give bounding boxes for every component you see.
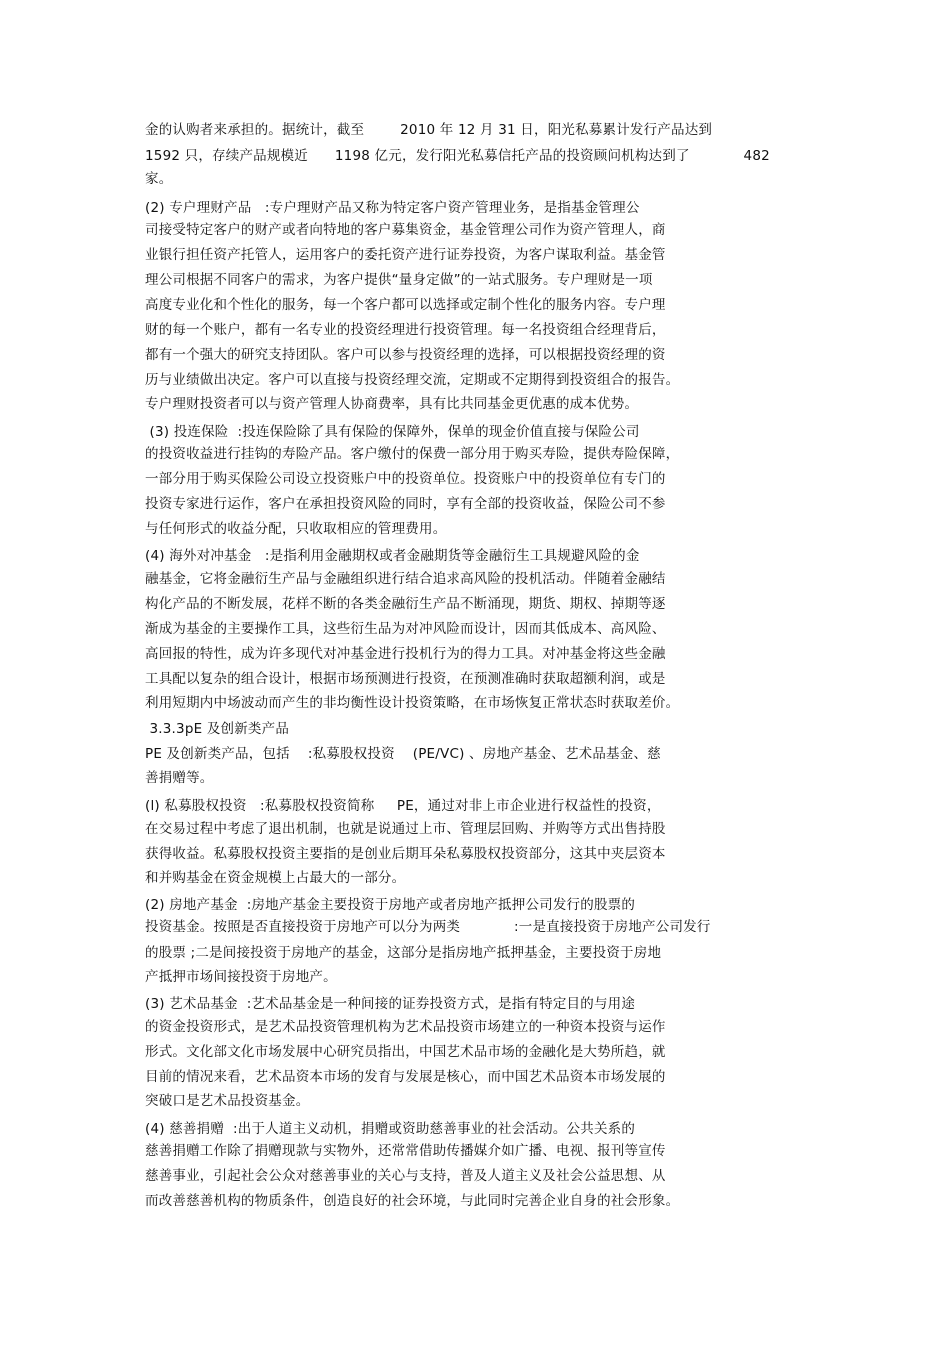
section-heading: 3.3.3pE 及创新类产品 [145,721,290,737]
text-line: 的资金投资形式，是艺术品投资管理机构为艺术品投资市场建立的一种资本投资与运作 [145,1019,666,1035]
text-line: 而改善慈善机构的物质条件，创造良好的社会环境，与此同时完善企业自身的社会形象。 [145,1193,680,1209]
text-line: 融基金，它将金融衍生产品与金融组织进行结合追求高风险的投机活动。伴随着金融结 [145,571,666,587]
text-line: 1592 只，存续产品规模近 1198 亿元，发行阳光私募信托产品的投资顾问机构达到了 482 [145,148,770,164]
text-line: 理公司根据不同客户的需求，为客户提供“量身定做”的一站式服务。专户理财是一项 [145,272,653,288]
text-line: 渐成为基金的主要操作工具，这些衍生品为对冲风险而设计，因而其低成本、高风险、 [145,621,666,637]
text-line: 善捐赠等。 [145,770,214,786]
text-line: 投资专家进行运作，客户在承担投资风险的同时，享有全部的投资收益，保险公司不参 [145,496,666,512]
text-line: (3) 艺术品基金 :艺术品基金是一种间接的证券投资方式，是指有特定目的与用途 [145,996,636,1012]
text-line: 与任何形式的收益分配，只收取相应的管理费用。 [145,521,447,537]
text-line: 司接受特定客户的财产或者向特地的客户募集资金，基金管理公司作为资产管理人，商 [145,222,666,238]
text-line: 历与业绩做出决定。客户可以直接与投资经理交流，定期或不定期得到投资组合的报告。 [145,372,680,388]
text-line: 财的每一个账户，都有一名专业的投资经理进行投资管理。每一名投资组合经理背后， [145,322,666,338]
text-line: (4) 慈善捐赠 :出于人道主义动机，捐赠或资助慈善事业的社会活动。公共关系的 [145,1121,636,1137]
text-line: (2) 专户理财产品 :专户理财产品又称为特定客户资产管理业务，是指基金管理公 [145,200,640,216]
text-line: 业银行担任资产托管人，运用客户的委托资产进行证券投资，为客户谋取利益。基金管 [145,247,666,263]
text-line: 突破口是艺术品投资基金。 [145,1093,310,1109]
text-line: 构化产品的不断发展，花样不断的各类金融衍生产品不断涌现，期货、期权、掉期等逐 [145,596,666,612]
text-line: 的投资收益进行挂钩的寿险产品。客户缴付的保费一部分用于购买寿险，提供寿险保障， [145,446,680,462]
text-line: 专户理财投资者可以与资产管理人协商费率，具有比共同基金更优惠的成本优势。 [145,396,639,412]
text-line: 产抵押市场间接投资于房地产。 [145,969,337,985]
text-line: (l) 私募股权投资 :私募股权投资简称 PE，通过对非上市企业进行权益性的投资， [145,798,661,814]
text-line: 一部分用于购买保险公司设立投资账户中的投资单位。投资账户中的投资单位有专门的 [145,471,666,487]
text-line: PE 及创新类产品，包括 :私募股权投资 (PE/VC) 、房地产基金、艺术品基金、慈 [145,746,661,762]
text-line: 高回报的特性，成为许多现代对冲基金进行投机行为的得力工具。对冲基金将这些金融 [145,646,666,662]
text-line: (3) 投连保险 :投连保险除了具有保险的保障外，保单的现金价值直接与保险公司 [145,424,640,440]
text-line: 目前的情况来看，艺术品资本市场的发育与发展是核心，而中国艺术品资本市场发展的 [145,1069,666,1085]
text-line: 和并购基金在资金规模上占最大的一部分。 [145,870,406,886]
text-line: 利用短期内中场波动而产生的非均衡性设计投资策略，在市场恢复正常状态时获取差价。 [145,695,680,711]
text-line: 慈善事业，引起社会公众对慈善事业的关心与支持，普及人道主义及社会公益思想、从 [145,1168,666,1184]
text-line: 高度专业化和个性化的服务，每一个客户都可以选择或定制个性化的服务内容。专户理 [145,297,666,313]
text-line: 投资基金。按照是否直接投资于房地产可以分为两类 :一是直接投资于房地产公司发行 [145,919,711,935]
text-line: 都有一个强大的研究支持团队。客户可以参与投资经理的选择，可以根据投资经理的资 [145,347,666,363]
text-line: 金的认购者来承担的。据统计，截至 2010 年 12 月 31 日，阳光私募累计发行产品达到 [145,122,713,138]
text-line: 工具配以复杂的组合设计，根据市场预测进行投资，在预测准确时获取超额利润，或是 [145,671,666,687]
text-line: 在交易过程中考虑了退出机制，也就是说通过上市、管理层回购、并购等方式出售持股 [145,821,666,837]
text-line: (4) 海外对冲基金 :是指利用金融期权或者金融期货等金融衍生工具规避风险的金 [145,548,640,564]
text-line: (2) 房地产基金 :房地产基金主要投资于房地产或者房地产抵押公司发行的股票的 [145,897,636,913]
text-line: 获得收益。私募股权投资主要指的是创业后期耳朵私募股权投资部分，这其中夹层资本 [145,846,666,862]
text-line: 慈善捐赠工作除了捐赠现款与实物外，还常常借助传播媒介如广播、电视、报刊等宣传 [145,1143,666,1159]
text-line: 形式。文化部文化市场发展中心研究员指出，中国艺术品市场的金融化是大势所趋，就 [145,1044,666,1060]
text-line: 的股票 ;二是间接投资于房地产的基金，这部分是指房地产抵押基金，主要投资于房地 [145,945,662,961]
text-line: 家。 [145,171,173,187]
